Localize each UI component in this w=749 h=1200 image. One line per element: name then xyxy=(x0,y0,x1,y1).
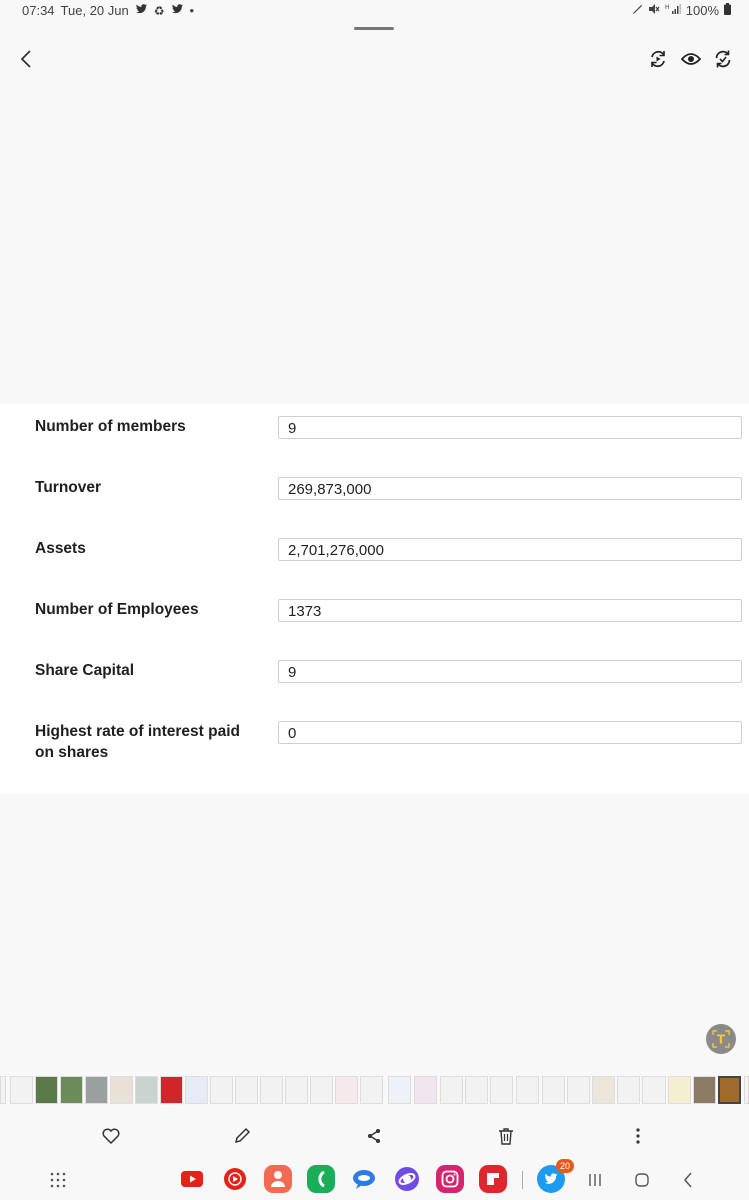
thumbnail[interactable] xyxy=(516,1076,539,1104)
thumbnail[interactable] xyxy=(235,1076,258,1104)
twitter-icon xyxy=(135,3,148,18)
signal-icon xyxy=(665,3,681,18)
thumbnail[interactable] xyxy=(160,1076,183,1104)
svg-text:H: H xyxy=(664,4,670,11)
extract-text-button[interactable] xyxy=(706,1024,736,1054)
recycle-icon: ♻ xyxy=(153,3,165,18)
thumbnail[interactable] xyxy=(440,1076,463,1104)
youtube-icon[interactable] xyxy=(178,1165,206,1193)
thumbnail[interactable] xyxy=(744,1076,749,1104)
field-label: Highest rate of interest paid on shares xyxy=(35,723,240,761)
thumbnail[interactable] xyxy=(414,1076,437,1104)
field-value: 269,873,000 xyxy=(278,477,742,500)
delete-icon[interactable] xyxy=(494,1124,518,1148)
instagram-icon[interactable] xyxy=(436,1165,464,1193)
rotate-video-icon[interactable] xyxy=(646,47,670,71)
thumbnail[interactable] xyxy=(335,1076,358,1104)
thumbnail[interactable] xyxy=(542,1076,565,1104)
battery-icon xyxy=(724,3,731,18)
eye-icon[interactable] xyxy=(679,47,703,71)
back-nav-icon[interactable] xyxy=(677,1169,699,1191)
thumbnail[interactable] xyxy=(592,1076,615,1104)
thumbnail[interactable] xyxy=(35,1076,58,1104)
status-bar xyxy=(0,0,749,22)
messages-icon[interactable] xyxy=(350,1165,378,1193)
sync-icon[interactable] xyxy=(711,47,735,71)
action-bar xyxy=(0,1120,749,1150)
thumbnail[interactable] xyxy=(668,1076,691,1104)
youtube-music-icon[interactable] xyxy=(221,1165,249,1193)
notification-badge: 20 xyxy=(556,1159,574,1173)
field-label: Turnover xyxy=(35,479,102,496)
field-label: Share Capital xyxy=(35,662,135,679)
thumbnail[interactable] xyxy=(135,1076,158,1104)
thumbnail[interactable] xyxy=(0,1076,6,1104)
thumbnail[interactable] xyxy=(617,1076,640,1104)
field-label: Assets xyxy=(35,540,86,557)
drag-handle[interactable] xyxy=(354,27,394,30)
thumbnail[interactable] xyxy=(310,1076,333,1104)
thumbnail[interactable] xyxy=(465,1076,488,1104)
back-icon[interactable] xyxy=(14,47,38,71)
thumbnail[interactable] xyxy=(85,1076,108,1104)
pen-icon xyxy=(632,4,643,18)
thumbnail[interactable] xyxy=(285,1076,308,1104)
field-value: 9 xyxy=(278,660,742,683)
form-screenshot xyxy=(0,404,749,794)
status-dot: • xyxy=(189,3,195,18)
thumbnail[interactable] xyxy=(490,1076,513,1104)
contacts-icon[interactable] xyxy=(264,1165,292,1193)
navigation-bar xyxy=(0,1163,749,1197)
thumbnail-selected[interactable] xyxy=(718,1076,741,1104)
thumbnail[interactable] xyxy=(210,1076,233,1104)
status-time: 07:34 xyxy=(22,3,55,18)
twitter-icon xyxy=(171,3,184,18)
internet-icon[interactable] xyxy=(393,1165,421,1193)
phone-icon[interactable] xyxy=(307,1165,335,1193)
app-drawer-icon[interactable] xyxy=(47,1169,69,1191)
thumbnail[interactable] xyxy=(360,1076,383,1104)
thumbnail[interactable] xyxy=(60,1076,83,1104)
thumbnail[interactable] xyxy=(642,1076,666,1104)
more-icon[interactable] xyxy=(626,1124,650,1148)
field-value: 9 xyxy=(278,416,742,439)
thumbnail[interactable] xyxy=(10,1076,33,1104)
thumbnail[interactable] xyxy=(260,1076,283,1104)
thumbnail[interactable] xyxy=(185,1076,208,1104)
thumbnail[interactable] xyxy=(567,1076,590,1104)
recent-apps-icon[interactable] xyxy=(584,1169,606,1191)
battery-text: 100% xyxy=(685,3,719,18)
thumbnail[interactable] xyxy=(693,1076,716,1104)
favorite-icon[interactable] xyxy=(99,1124,123,1148)
fab-glyph: T xyxy=(716,1032,726,1047)
thumbnail[interactable] xyxy=(110,1076,133,1104)
dock-divider xyxy=(522,1171,523,1189)
field-label: Number of Employees xyxy=(35,601,199,618)
status-date: Tue, 20 Jun xyxy=(60,3,129,18)
thumbnail[interactable] xyxy=(388,1076,411,1104)
share-icon[interactable] xyxy=(362,1124,386,1148)
field-value: 0 xyxy=(278,721,742,744)
thumbnail-strip[interactable] xyxy=(0,1074,749,1106)
mute-icon xyxy=(648,3,660,18)
flipboard-icon[interactable] xyxy=(479,1165,507,1193)
edit-icon[interactable] xyxy=(230,1124,254,1148)
field-label: Number of members xyxy=(35,418,186,435)
field-value: 1373 xyxy=(278,599,742,622)
home-icon[interactable] xyxy=(631,1169,653,1191)
field-value: 2,701,276,000 xyxy=(278,538,742,561)
